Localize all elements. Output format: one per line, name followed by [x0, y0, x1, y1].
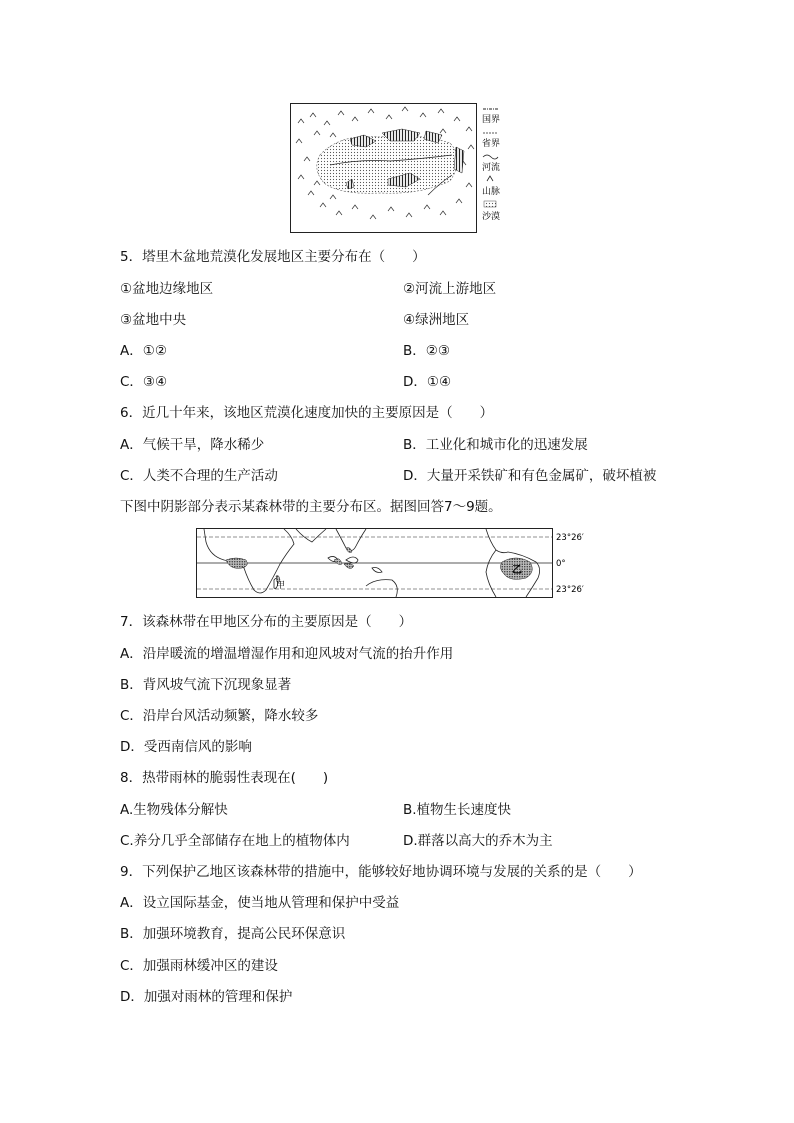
- section-intro: 下图中阴影部分表示某森林带的主要分布区。据图回答7～9题。: [120, 499, 502, 515]
- desert-area: [317, 136, 458, 193]
- q8-option-a: A.生物残体分解快: [120, 802, 228, 818]
- legend-label: 省界: [482, 139, 501, 149]
- q6-option-c: C．人类不合理的生产活动: [120, 468, 278, 484]
- q5-item: ②河流上游地区: [403, 281, 497, 297]
- q6-option-b: B．工业化和城市化的迅速发展: [403, 437, 588, 453]
- label-yi: 乙: [512, 565, 522, 576]
- q9-option-c: C．加强雨林缓冲区的建设: [120, 958, 278, 974]
- q9-option-a: A．设立国际基金，使当地从管理和保护中受益: [120, 895, 400, 911]
- q5-item: ④绿洲地区: [403, 312, 470, 328]
- legend-label: 沙漠: [482, 212, 501, 222]
- q8-option-d: D.群落以高大的乔木为主: [403, 833, 553, 849]
- q8-option-b: B.植物生长速度快: [403, 802, 512, 818]
- legend-label: 河流: [482, 163, 501, 173]
- q6-stem: 6．近几十年来，该地区荒漠化速度加快的主要原因是（ ）: [120, 405, 494, 421]
- lat-label-north: 23°26′: [556, 533, 584, 543]
- rainforest-world-map: [196, 528, 596, 598]
- q9-option-b: B．加强环境教育，提高公民环保意识: [120, 926, 346, 942]
- q5-option-c: C．③④: [120, 374, 168, 390]
- q5-stem: 5．塔里木盆地荒漠化发展地区主要分布在（ ）: [120, 249, 426, 265]
- lat-label-south: 23°26′: [556, 585, 584, 595]
- q7-option-a: A．沿岸暖流的增温增湿作用和迎风坡对气流的抬升作用: [120, 646, 454, 662]
- legend-label: 国界: [482, 115, 501, 125]
- q5-option-a: A．①②: [120, 343, 167, 359]
- q8-option-c: C.养分几乎全部储存在地上的植物体内: [120, 833, 350, 849]
- q9-stem: 9．下列保护乙地区该森林带的措施中，能够较好地协调环境与发展的关系的是（ ）: [120, 864, 642, 880]
- q5-option-b: B．②③: [403, 343, 450, 359]
- q6-option-d: D．大量开采铁矿和有色金属矿，破坏植被: [403, 468, 657, 484]
- q5-item: ①盆地边缘地区: [120, 281, 214, 297]
- q7-stem: 7．该森林带在甲地区分布的主要原因是（ ）: [120, 614, 413, 630]
- q5-option-d: D．①④: [403, 374, 452, 390]
- label-jia: 甲: [276, 581, 286, 591]
- legend-label: 山脉: [482, 187, 501, 197]
- q6-option-a: A．气候干旱，降水稀少: [120, 437, 265, 453]
- q7-option-b: B．背风坡气流下沉现象显著: [120, 677, 292, 693]
- q7-option-c: C．沿岸台风活动频繁，降水较多: [120, 708, 319, 724]
- lat-label-equator: 0°: [556, 559, 566, 569]
- q9-option-d: D．加强对雨林的管理和保护: [120, 989, 293, 1005]
- map-legend: [482, 109, 500, 222]
- q5-item: ③盆地中央: [120, 312, 187, 328]
- q7-option-d: D．受西南信风的影响: [120, 739, 252, 755]
- q8-stem: 8．热带雨林的脆弱性表现在( ): [120, 770, 329, 786]
- tarim-basin-map: [290, 103, 502, 233]
